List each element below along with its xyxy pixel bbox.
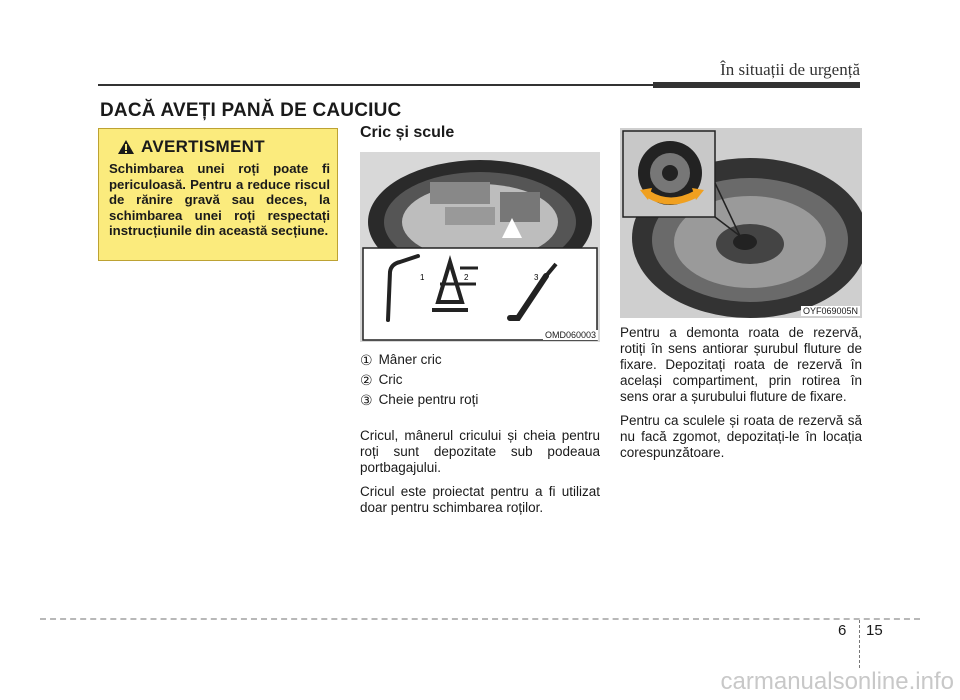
spare-wheel-description: [620, 325, 862, 469]
paragraph: Pentru ca sculele și roata de rezervă să nu facă zgomot, depozitați-le în locația corespunzătoare.: [620, 413, 862, 460]
page-number: 15: [866, 622, 883, 639]
list-item: [360, 390, 600, 410]
tools-list: [360, 350, 600, 410]
jack-tools-subtitle: Cric și scule: [360, 124, 455, 141]
paragraph: Pentru a demonta roata de rezervă, rotiți în sens antiorar șurubul fluture de fixare. Depozitați roata de rezervă în același compartiment, prin rotirea în sens orar a șurubului fluture de fixare.: [620, 325, 862, 404]
footer-divider: [859, 620, 860, 668]
spare-wheel-drawing: [620, 128, 862, 318]
chapter-header-title: În situații de urgență: [720, 60, 860, 79]
svg-text:1: 1: [420, 273, 425, 282]
header-rule: [98, 84, 653, 86]
item-number: ①: [360, 352, 373, 368]
warning-box: [98, 128, 338, 261]
warning-title: AVERTISMENT: [141, 137, 265, 156]
chapter-number: 6: [838, 622, 847, 639]
trunk-tools-drawing: [360, 152, 600, 342]
image-code-label: OMD060003: [544, 330, 596, 340]
item-label: Mâner cric: [378, 352, 442, 367]
jack-description: [360, 428, 600, 524]
section-title: DACĂ AVEȚI PANĂ DE CAUCIUC: [100, 100, 402, 121]
item-number: ②: [360, 372, 373, 388]
list-item: [360, 370, 600, 390]
warning-text: Schimbarea unei roți poate fi periculoasă. Pentru a reduce riscul de rănire gravă sau deces, la schimbarea unei roți respectați instrucțiunile din această secțiune.: [109, 161, 330, 238]
spare-wheel-illustration: [620, 128, 862, 318]
paragraph: Cricul este proiectat pentru a fi utilizat doar pentru schimbarea roților.: [360, 484, 600, 515]
warning-header: [117, 137, 330, 157]
item-label: Cheie pentru roți: [378, 392, 479, 407]
item-number: ③: [360, 392, 373, 408]
paragraph: Cricul, mânerul cricului și cheia pentru roți sunt depozitate sub podeaua portbagajului.: [360, 428, 600, 475]
list-item: [360, 350, 600, 370]
jack-tools-illustration: [360, 152, 600, 342]
warning-triangle-icon: [117, 139, 135, 155]
footer-rule: [40, 618, 920, 620]
image-code-label: OYF069005N: [802, 306, 858, 316]
header-rule-accent: [653, 82, 860, 88]
svg-text:3: 3: [534, 273, 539, 282]
item-label: Cric: [378, 372, 403, 387]
watermark: carmanualsonline.info: [720, 668, 954, 695]
svg-text:2: 2: [464, 273, 469, 282]
